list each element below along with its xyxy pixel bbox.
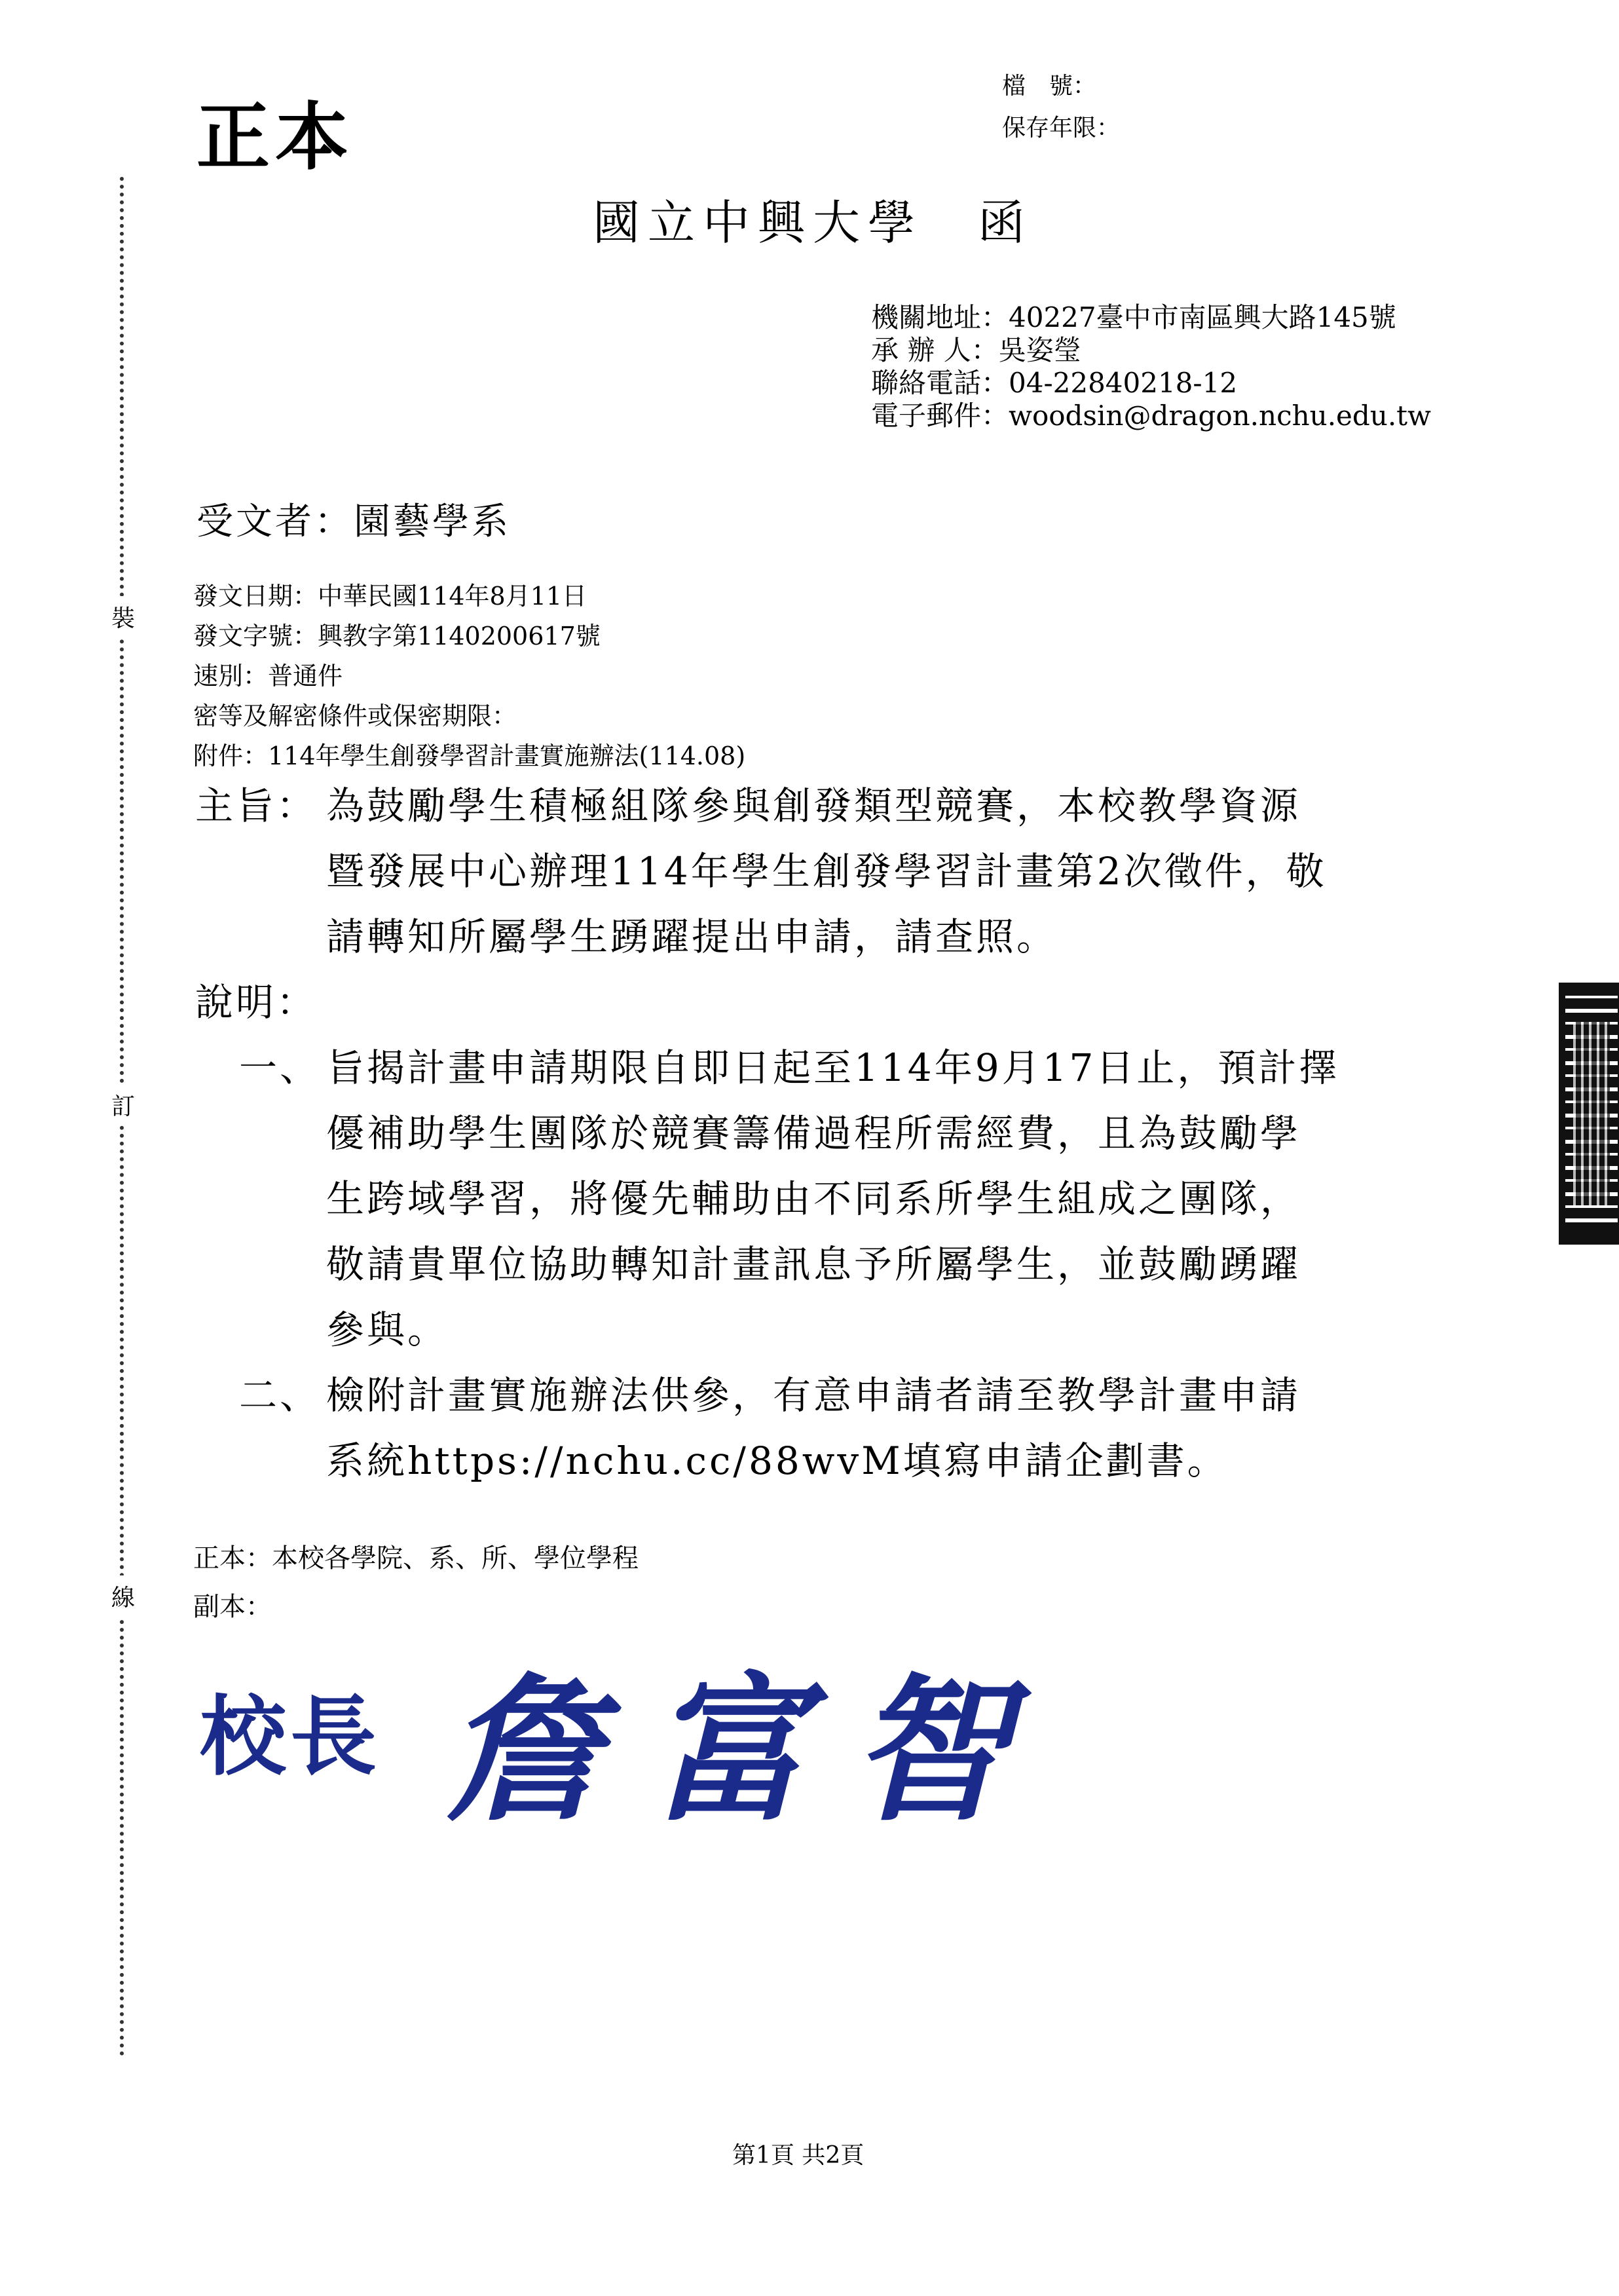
signature-title: 校長 <box>200 1686 381 1788</box>
item1-number: 一、 <box>239 1045 321 1090</box>
item1-body <box>326 1035 1339 1363</box>
contact-block <box>871 301 1431 432</box>
item1-line: 旨揭計畫申請期限自即日起至114年9月17日止，預計擇 <box>326 1045 1340 1090</box>
original-recipients: 正本：本校各學院、系、所、學位學程 <box>193 1543 639 1573</box>
binding-mark-xian: 線 <box>111 1575 135 1617</box>
item2-line: 系統https://nchu.cc/88wvM填寫申請企劃書。 <box>326 1439 1228 1483</box>
explanation-label: 說明： <box>195 980 318 1025</box>
document-number: 發文字號：興教字第1140200617號 <box>193 622 601 650</box>
subject-label: 主旨： <box>195 783 318 828</box>
distribution-block <box>193 1534 639 1631</box>
item1-line: 優補助學生團隊於競賽籌備過程所需經費，且為鼓勵學 <box>326 1111 1301 1156</box>
file-number-label: 檔 號： <box>1002 73 1097 100</box>
contact-handler: 承 辦 人：吳姿瑩 <box>871 334 1081 366</box>
speed-class: 速別：普通件 <box>193 662 343 690</box>
copy-recipients: 副本： <box>193 1592 272 1622</box>
binding-mark-zhuang: 裝 <box>111 596 135 637</box>
subject-line: 暨發展中心辦理114年學生創發學習計畫第2次徵件，敬 <box>326 849 1327 894</box>
contact-address: 機關地址：40227臺中市南區興大路145號 <box>871 301 1396 333</box>
item2-body <box>326 1363 1301 1494</box>
item1-line: 敬請貴單位協助轉知計畫訊息予所屬學生，並鼓勵踴躍 <box>326 1242 1301 1287</box>
item2-number: 二、 <box>239 1373 321 1418</box>
recipient: 受文者：園藝學系 <box>196 500 511 543</box>
item1-line: 參與。 <box>326 1308 449 1352</box>
signature-name: 詹富智 <box>445 1658 1055 1843</box>
item2-line: 檢附計畫實施辦法供參，有意申請者請至教學計畫申請 <box>326 1373 1301 1418</box>
subject-body <box>326 773 1327 969</box>
document-title: 國立中興大學 函 <box>593 195 1033 250</box>
attachment: 附件：114年學生創發學習計畫實施辦法(114.08) <box>193 742 746 770</box>
contact-email: 電子郵件：woodsin@dragon.nchu.edu.tw <box>871 400 1432 432</box>
contact-phone: 聯絡電話：04-22840218-12 <box>871 367 1238 399</box>
subject-line: 請轉知所屬學生踴躍提出申請，請查照。 <box>326 914 1058 959</box>
file-info <box>1002 66 1120 149</box>
secrecy-class: 密等及解密條件或保密期限： <box>193 702 517 730</box>
seal-stamp-fragment <box>1559 983 1619 1245</box>
binding-mark-ding: 訂 <box>111 1084 135 1125</box>
copy-type-stamp: 正本 <box>196 94 354 180</box>
issue-date: 發文日期：中華民國114年8月11日 <box>193 582 587 611</box>
retention-label: 保存年限： <box>1002 115 1121 141</box>
seal-lines <box>1573 1022 1610 1205</box>
item1-line: 生跨域學習，將優先輔助由不同系所學生組成之團隊， <box>326 1176 1301 1221</box>
subject-line: 為鼓勵學生積極組隊參與創發類型競賽，本校教學資源 <box>326 783 1301 828</box>
page-number: 第1頁 共2頁 <box>732 2142 865 2169</box>
document-meta <box>193 576 745 776</box>
